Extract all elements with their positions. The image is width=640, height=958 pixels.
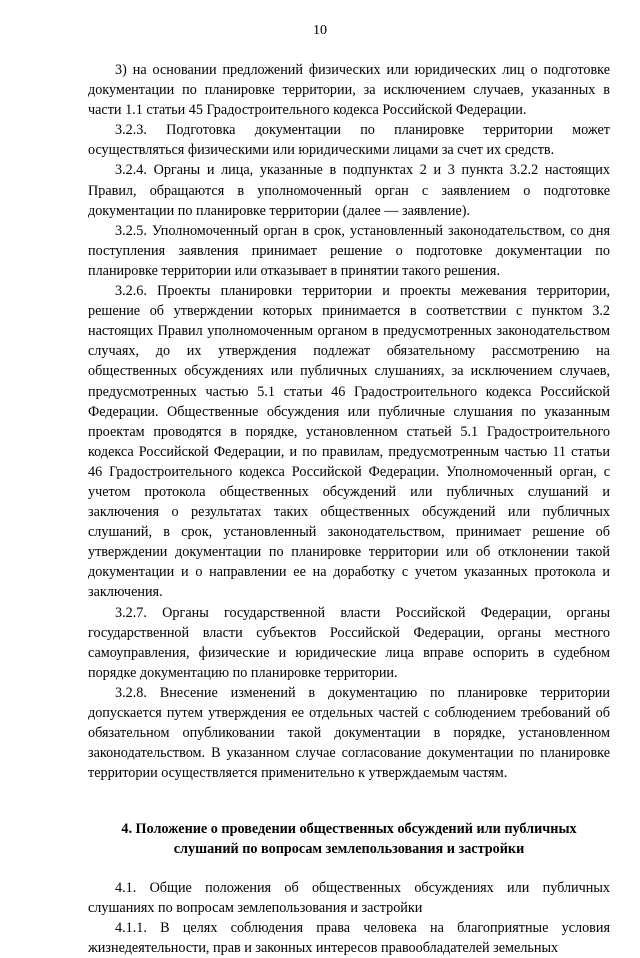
section-heading-line-1: 4. Положение о проведении общественных обсуждений или публичных	[121, 821, 577, 838]
section-heading	[88, 819, 610, 859]
paragraph-3-2-2-item-3: 3) на основании предложений физических или юридических лиц о подготовке документации по планировке территории, за исключением случаев, указанных в части 1.1 статьи 45 Градостроительного кодекса Российской Федерации.	[88, 62, 610, 119]
document-body	[88, 60, 610, 958]
page-number: 10	[313, 23, 327, 38]
paragraph-3-2-6: 3.2.6. Проекты планировки территории и проекты межевания территории, решение об утверждении которых принимается в соответствии с пунктом 3.2 настоящих Правил уполномоченным органом в предусмотренных законодательством случаях, до их утверждения подлежат обязательному рассмотрению на общественных обсуждениях или публичных слушаниях, за исключением случаев, предусмотренных частью 5.1 статьи 46 Градостроительного кодекса Российской Федерации. Общественные обсуждения или публичные слушания по указанным проектам проводятся в порядке, установленном статьей 5.1 Градостроительного кодекса Российской Федерации, и по правилам, предусмотренным частью 11 статьи 46 Градостроительного кодекса Российской Федерации. Уполномоченный орган, с учетом протокола общественных обсуждений или публичных слушаний и заключения о результатах таких общественных обсуждений или публичных слушаний, в срок, установленный законодательством, принимает решение об утверждении документации по планировке территории или об отклонении такой документации и о направлении ее на доработку с учетом указанных протокола и заключения.	[88, 283, 610, 601]
paragraph-3-2-5: 3.2.5. Уполномоченный орган в срок, установленный законодательством, со дня поступления заявления принимает решение о подготовке документации по планировке территории или отказывает в принятии такого решения.	[88, 222, 610, 279]
paragraph-3-2-4: 3.2.4. Органы и лица, указанные в подпунктах 2 и 3 пункта 3.2.2 настоящих Правил, обращаются в уполномоченный орган с заявлением о подготовке документации по планировке территории (далее — заявление).	[88, 162, 610, 219]
section-heading-line-2: слушаний по вопросам землепользования и застройки	[173, 841, 525, 858]
paragraph-3-2-7: 3.2.7. Органы государственной власти Российской Федерации, органы государственной власти субъектов Российской Федерации, органы местного самоуправления, физические и юридические лица вправе оспорить в судебном порядке документацию по планировке территории.	[88, 604, 610, 681]
paragraph-4-1: 4.1. Общие положения об общественных обсуждениях или публичных слушаниях по вопросам землепользования и застройки	[88, 879, 610, 916]
paragraph-4-1-1: 4.1.1. В целях соблюдения права человека на благоприятные условия жизнедеятельности, прав и законных интересов правообладателей земельных	[88, 919, 610, 956]
paragraph-3-2-8: 3.2.8. Внесение изменений в документацию по планировке территории допускается путем утверждения ее отдельных частей с соблюдением требований об обязательном опубликовании такой документации в порядке, установленном законодательством. В указанном случае согласование документации по планировке территории осуществляется применительно к утверждаемым частям.	[88, 684, 610, 782]
paragraph-3-2-3: 3.2.3. Подготовка документации по планировке территории может осуществляться физическими или юридическими лицами за счет их средств.	[88, 122, 610, 159]
